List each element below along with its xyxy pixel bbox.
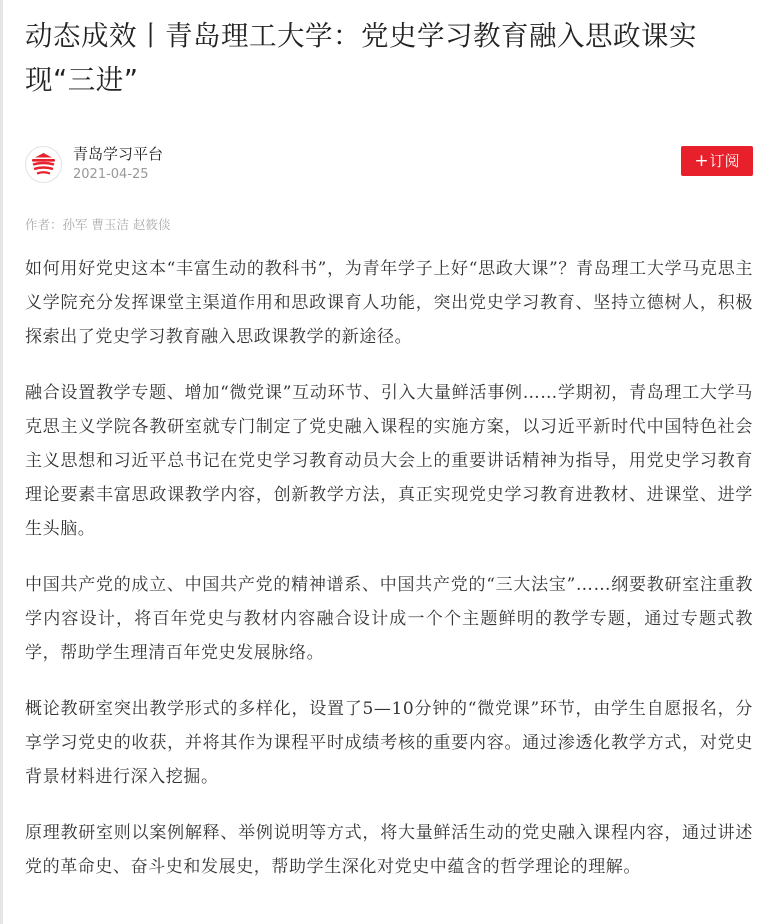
logo-graphic: [26, 147, 61, 182]
paragraph: 如何用好党史这本“丰富生动的教科书”，为青年学子上好“思政大课”？青岛理工大学马克思主义学院充分发挥课堂主渠道作用和思政课育人功能，突出党史学习教育、坚持立德树人，积极探索出了党史学习教育融入思政课教学的新途径。: [25, 259, 753, 347]
publish-date: 2021-04-25: [73, 167, 149, 182]
source-name[interactable]: 青岛学习平台: [73, 145, 164, 163]
article-title: 动态成效丨青岛理工大学：党史学习教育融入思政课实现“三进”: [25, 20, 697, 96]
subscribe-button[interactable]: [681, 146, 753, 176]
article: [25, 0, 753, 906]
source-info: [25, 144, 753, 188]
article-body: [25, 252, 753, 884]
qingdao-study-platform-logo-icon[interactable]: [25, 146, 62, 183]
paragraph: 原理教研室则以案例解释、举例说明等方式，将大量鲜活生动的党史融入课程内容，通过讲述党的革命史、奋斗史和发展史，帮助学生深化对党史中蕴含的哲学理论的理解。: [25, 823, 753, 877]
left-border: [0, 0, 3, 924]
paragraph: 中国共产党的成立、中国共产党的精神谱系、中国共产党的“三大法宝”……纲要教研室注重教学内容设计，将百年党史与教材内容融合设计成一个个主题鲜明的教学专题，通过专题式教学，帮助学生理清百年党史发展脉络。: [25, 575, 753, 663]
plus-icon: +: [694, 151, 709, 171]
author-byline: 作者：孙军 曹玉洁 赵筱倓: [25, 217, 171, 232]
paragraph: 概论教研室突出教学形式的多样化，设置了5—10分钟的“微党课”环节，由学生自愿报名，分享学习党史的收获，并将其作为课程平时成绩考核的重要内容。通过渗透化教学方式，对党史背景材料进行深入挖掘。: [25, 699, 753, 787]
paragraph: 融合设置教学专题、增加“微党课”互动环节、引入大量鲜活事例……学期初，青岛理工大学马克思主义学院各教研室就专门制定了党史融入课程的实施方案，以习近平新时代中国特色社会主义思想和习近平总书记在党史学习教育动员大会上的重要讲话精神为指导，用党史学习教育理论要素丰富思政课教学内容，创新教学方法，真正实现党史学习教育进教材、进课堂、进学生头脑。: [25, 383, 753, 539]
subscribe-label: 订阅: [709, 152, 740, 170]
